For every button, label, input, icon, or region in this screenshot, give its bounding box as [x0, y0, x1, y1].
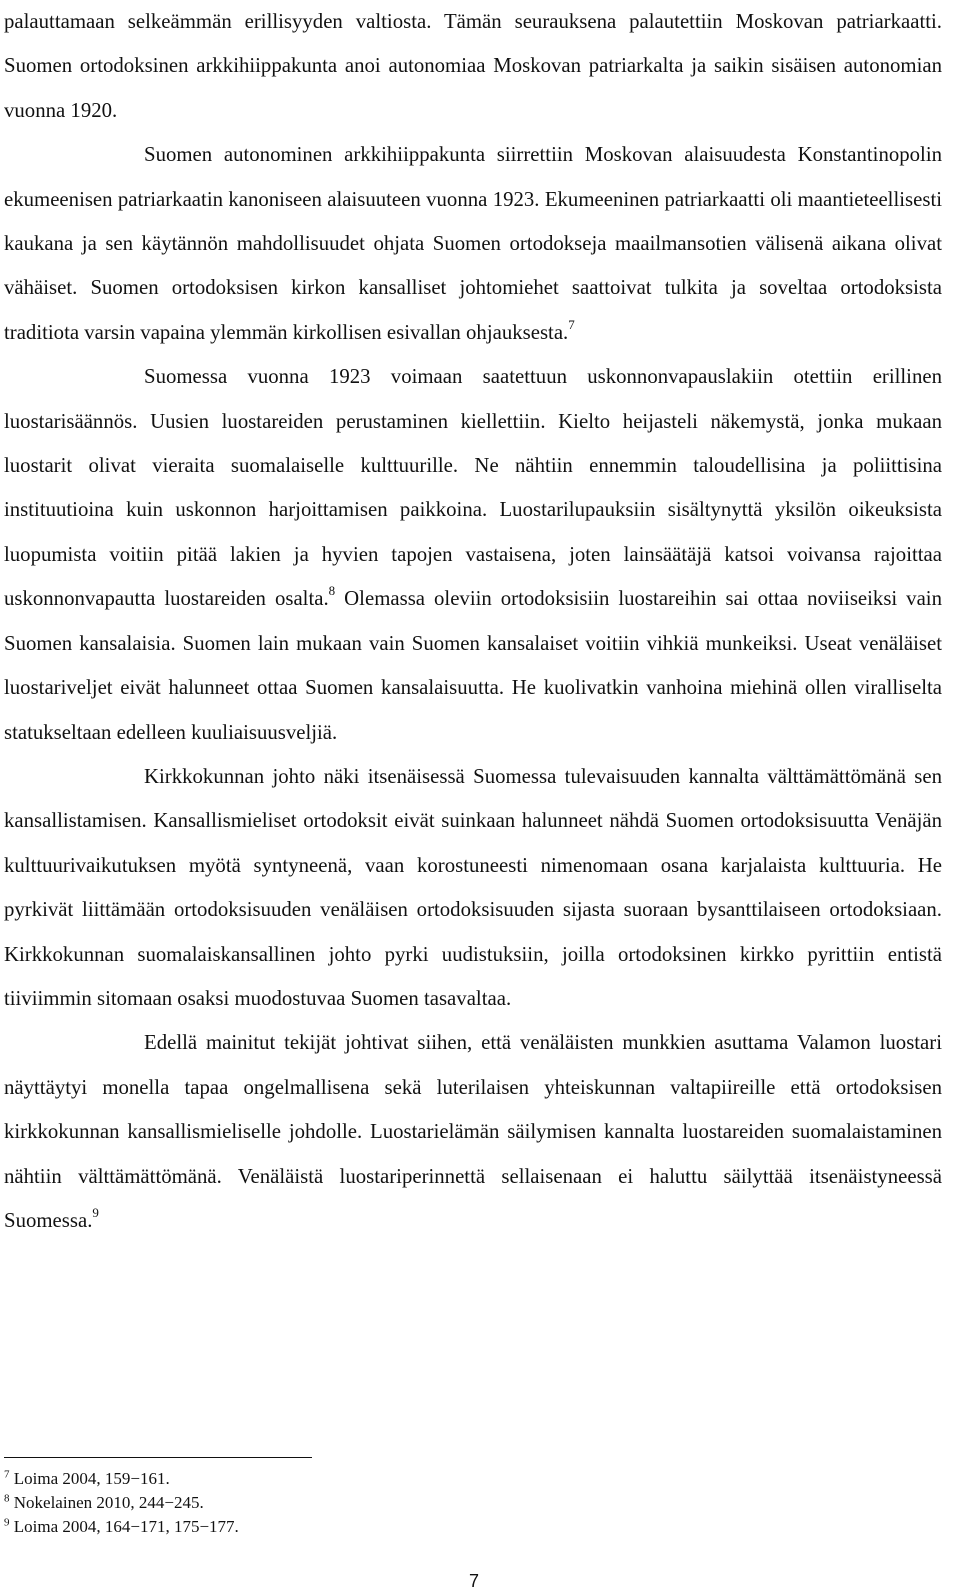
paragraph-text: Suomen autonominen arkkihiippakunta siirrettiin Moskovan alaisuudesta Konstantinopolin ekumeenisen patriarkaatin kanoniseen alaisuuteen vuonna 1923. Ekumeeninen patriarkaatti oli maantieteellisesti kaukana ja sen käytännön mahdollisuudet ohjata Suomen ortodokseja maailmansotien välisenä aikana olivat vähäiset. Suomen ortodoksisen kirkon kansalliset johtomiehet saattoivat tulkita ja soveltaa ortodoksista traditiota varsin vapaina ylemmän kirkollisen esivallan ohjauksesta. — [4, 143, 942, 344]
footnote-text: Nokelainen 2010, 244−245. — [13, 1493, 204, 1513]
paragraph-text: Olemassa oleviin ortodoksisiin luostareihin sai ottaa noviiseiksi vain Suomen kansalaisia. Suomen lain mukaan vain Suomen kansalaiset voitiin vihkiä munkeiksi. Useat venäläiset luostariveljet eivät halunneet ottaa Suomen kansalaisuutta. He kuolivatkin vanhoina miehinä ollen viralliselta statukseltaan edelleen kuuliaisuusveljiä. — [4, 587, 942, 744]
footnote-separator — [4, 1457, 312, 1458]
paragraph-text: palauttamaan selkeämmän erillisyyden valtiosta. Tämän seurauksena palautettiin Moskovan patriarkaatti. Suomen ortodoksinen arkkihiippakunta anoi autonomiaa Moskovan patriarkalta ja saikin sisäisen autonomian vuonna 1920. — [4, 10, 942, 122]
paragraph — [4, 755, 942, 1021]
page-number: 7 — [468, 1571, 479, 1591]
paragraph — [4, 133, 942, 355]
body-text — [4, 0, 942, 1243]
footnote-number: 9 — [4, 1516, 10, 1529]
footnote-number: 7 — [4, 1468, 10, 1481]
footnote-reference: 9 — [92, 1205, 99, 1221]
footnote-reference: 7 — [568, 316, 575, 332]
footnote-number: 8 — [4, 1492, 10, 1505]
paragraph — [4, 0, 942, 133]
footnote — [4, 1491, 904, 1515]
footnote-text: Loima 2004, 164−171, 175−177. — [13, 1517, 239, 1537]
paragraph — [4, 1021, 942, 1243]
paragraph-text: Suomessa vuonna 1923 voimaan saatettuun uskonnonvapauslakiin otettiin erillinen luostarisäännös. Uusien luostareiden perustaminen kiellettiin. Kielto heijasteli näkemystä, jonka mukaan luostarit olivat vieraita suomalaiselle kulttuurille. Ne nähtiin ennemmin taloudellisina ja poliittisina instituutioina kuin uskonnon harjoittamisen paikkoina. Luostarilupauksiin sisältynyttä yksilön oikeuksista luopumista voitiin pitää lakien ja hyvien tapojen vastaisena, joten lainsäätäjä katsoi voivansa rajoittaa uskonnonvapautta luostareiden osalta. — [4, 365, 942, 611]
footnote — [4, 1515, 904, 1539]
paragraph-text: Kirkkokunnan johto näki itsenäisessä Suomessa tulevaisuuden kannalta välttämättömänä sen kansallistamisen. Kansallismieliset ortodoksit eivät suinkaan halunneet nähdä Suomen ortodoksisuutta Venäjän kulttuurivaikutuksen myötä syntyneenä, vaan korostuneesti nimenomaan osana karjalaista kulttuuria. He pyrkivät liittämään ortodoksisuuden venäläisen ortodoksisuuden sijasta suoraan bysanttilaiseen ortodoksiaan. Kirkkokunnan suomalaiskansallinen johto pyrki uudistuksiin, joilla ortodoksinen kirkko pyrittiin entistä tiiviimmin sitomaan osaksi muodostuvaa Suomen tasavaltaa. — [4, 764, 942, 1010]
paragraph-text: Edellä mainitut tekijät johtivat siihen, että venäläisten munkkien asuttama Valamon luostari näyttäytyi monella tapaa ongelmallisena sekä luterilaisen yhteiskunnan valtapiireille että ortodoksisen kirkkokunnan kansallismieliselle johdolle. Luostarielämän säilymisen kannalta luostareiden suomalaistaminen nähtiin välttämättömänä. Venäläistä luostariperinnettä sellaisenaan ei haluttu säilyttää itsenäistyneessä Suomessa. — [4, 1031, 942, 1232]
footnote-reference: 8 — [328, 583, 336, 599]
footnotes — [4, 1467, 904, 1540]
paragraph — [4, 355, 942, 755]
footnote — [4, 1467, 904, 1491]
footnote-text: Loima 2004, 159−161. — [13, 1469, 170, 1488]
